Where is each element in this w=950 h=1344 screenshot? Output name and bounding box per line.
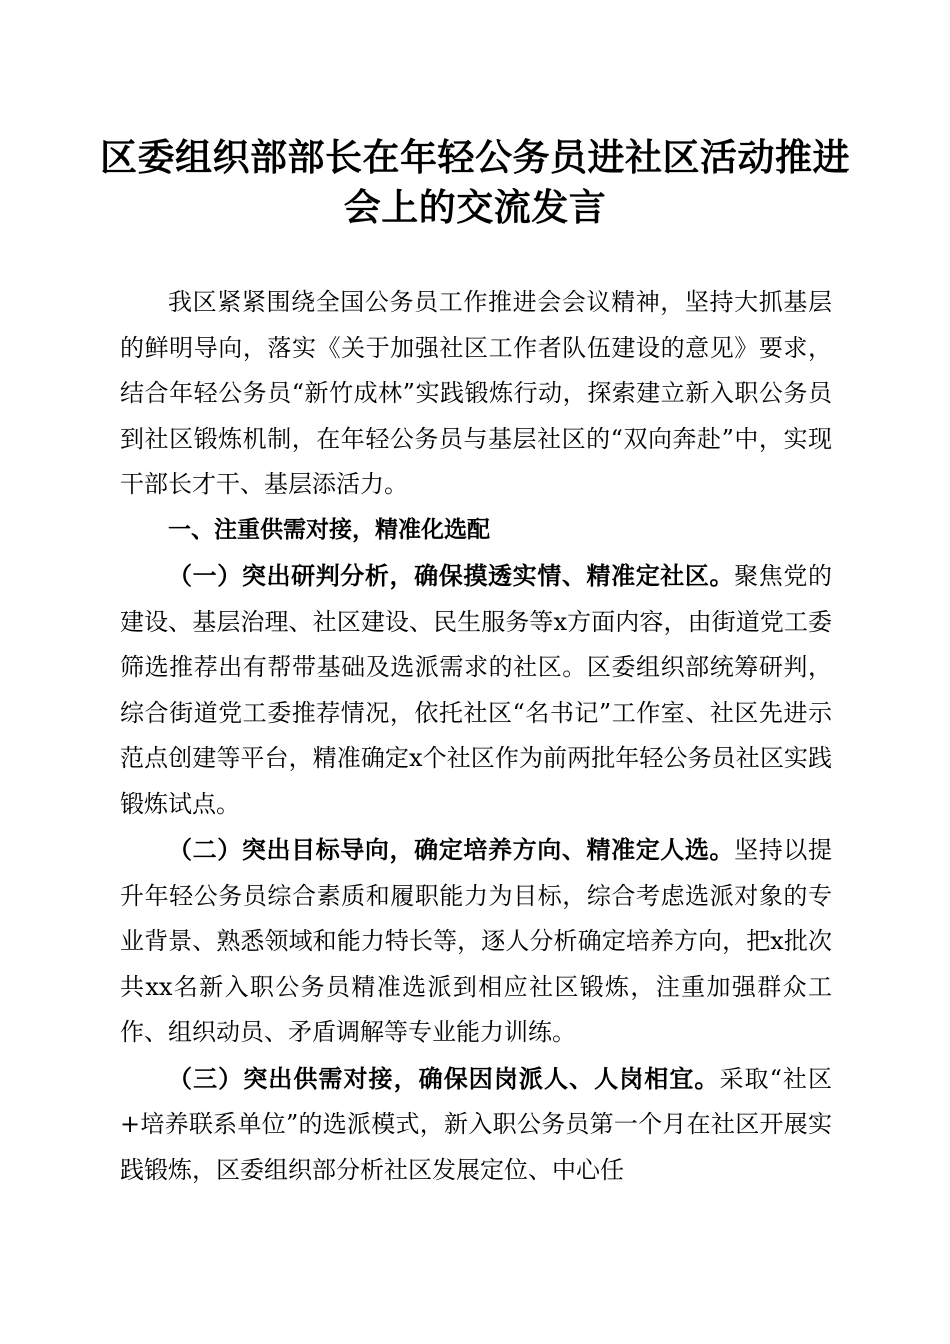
item-text: 采取“社区+培养联系单位”的选派模式，新入职公务员第一个月在社区开展实践锻炼，区委组织部分析社区发展定位、中心任 bbox=[120, 1064, 832, 1184]
item-lead: （二）突出目标导向，确定培养方向、精准定人选。 bbox=[168, 835, 735, 864]
title-line-2: 会上的交流发言 bbox=[343, 185, 607, 229]
paragraph-item-3 bbox=[120, 1056, 832, 1194]
section-heading-1: 一、注重供需对接，精准化选配 bbox=[168, 516, 490, 543]
item-lead: （三）突出供需对接，确保因岗派人、人岗相宜。 bbox=[168, 1063, 720, 1093]
paragraph-item-1 bbox=[120, 553, 832, 827]
item-text: 坚持以提升年轻公务员综合素质和履职能力为目标，综合考虑选派对象的专业背景、熟悉领域和能力特长等，逐人分析确定培养方向，把x批次共xx名新入职公务员精准选派到相应社区锻炼，注重加强群众工作、组织动员、矛盾调解等专业能力训练。 bbox=[120, 836, 833, 1046]
document-body bbox=[120, 280, 832, 1193]
item-lead: （一）突出研判分析，确保摸透实情、精准定社区。 bbox=[168, 561, 735, 590]
title-line-1: 区委组织部部长在年轻公务员进社区活动推进 bbox=[100, 135, 850, 179]
page-title bbox=[100, 132, 850, 232]
paragraph-item-2 bbox=[120, 827, 832, 1056]
intro-paragraph: 我区紧紧围绕全国公务员工作推进会会议精神，坚持大抓基层的鲜明导向，落实《关于加强社区工作者队伍建设的意见》要求，结合年轻公务员“新竹成林”实践锻炼行动，探索建立新入职公务员到社区锻炼机制，在年轻公务员与基层社区的“双向奔赴”中，实现干部长才干、基层添活力。 bbox=[120, 288, 832, 498]
item-text: 聚焦党的建设、基层治理、社区建设、民生服务等x方面内容，由街道党工委筛选推荐出有帮带基础及选派需求的社区。区委组织部统筹研判，综合街道党工委推荐情况，依托社区“名书记”工作室、社区先进示范点创建等平台，精准确定x个社区作为前两批年轻公务员社区实践锻炼试点。 bbox=[120, 562, 833, 818]
